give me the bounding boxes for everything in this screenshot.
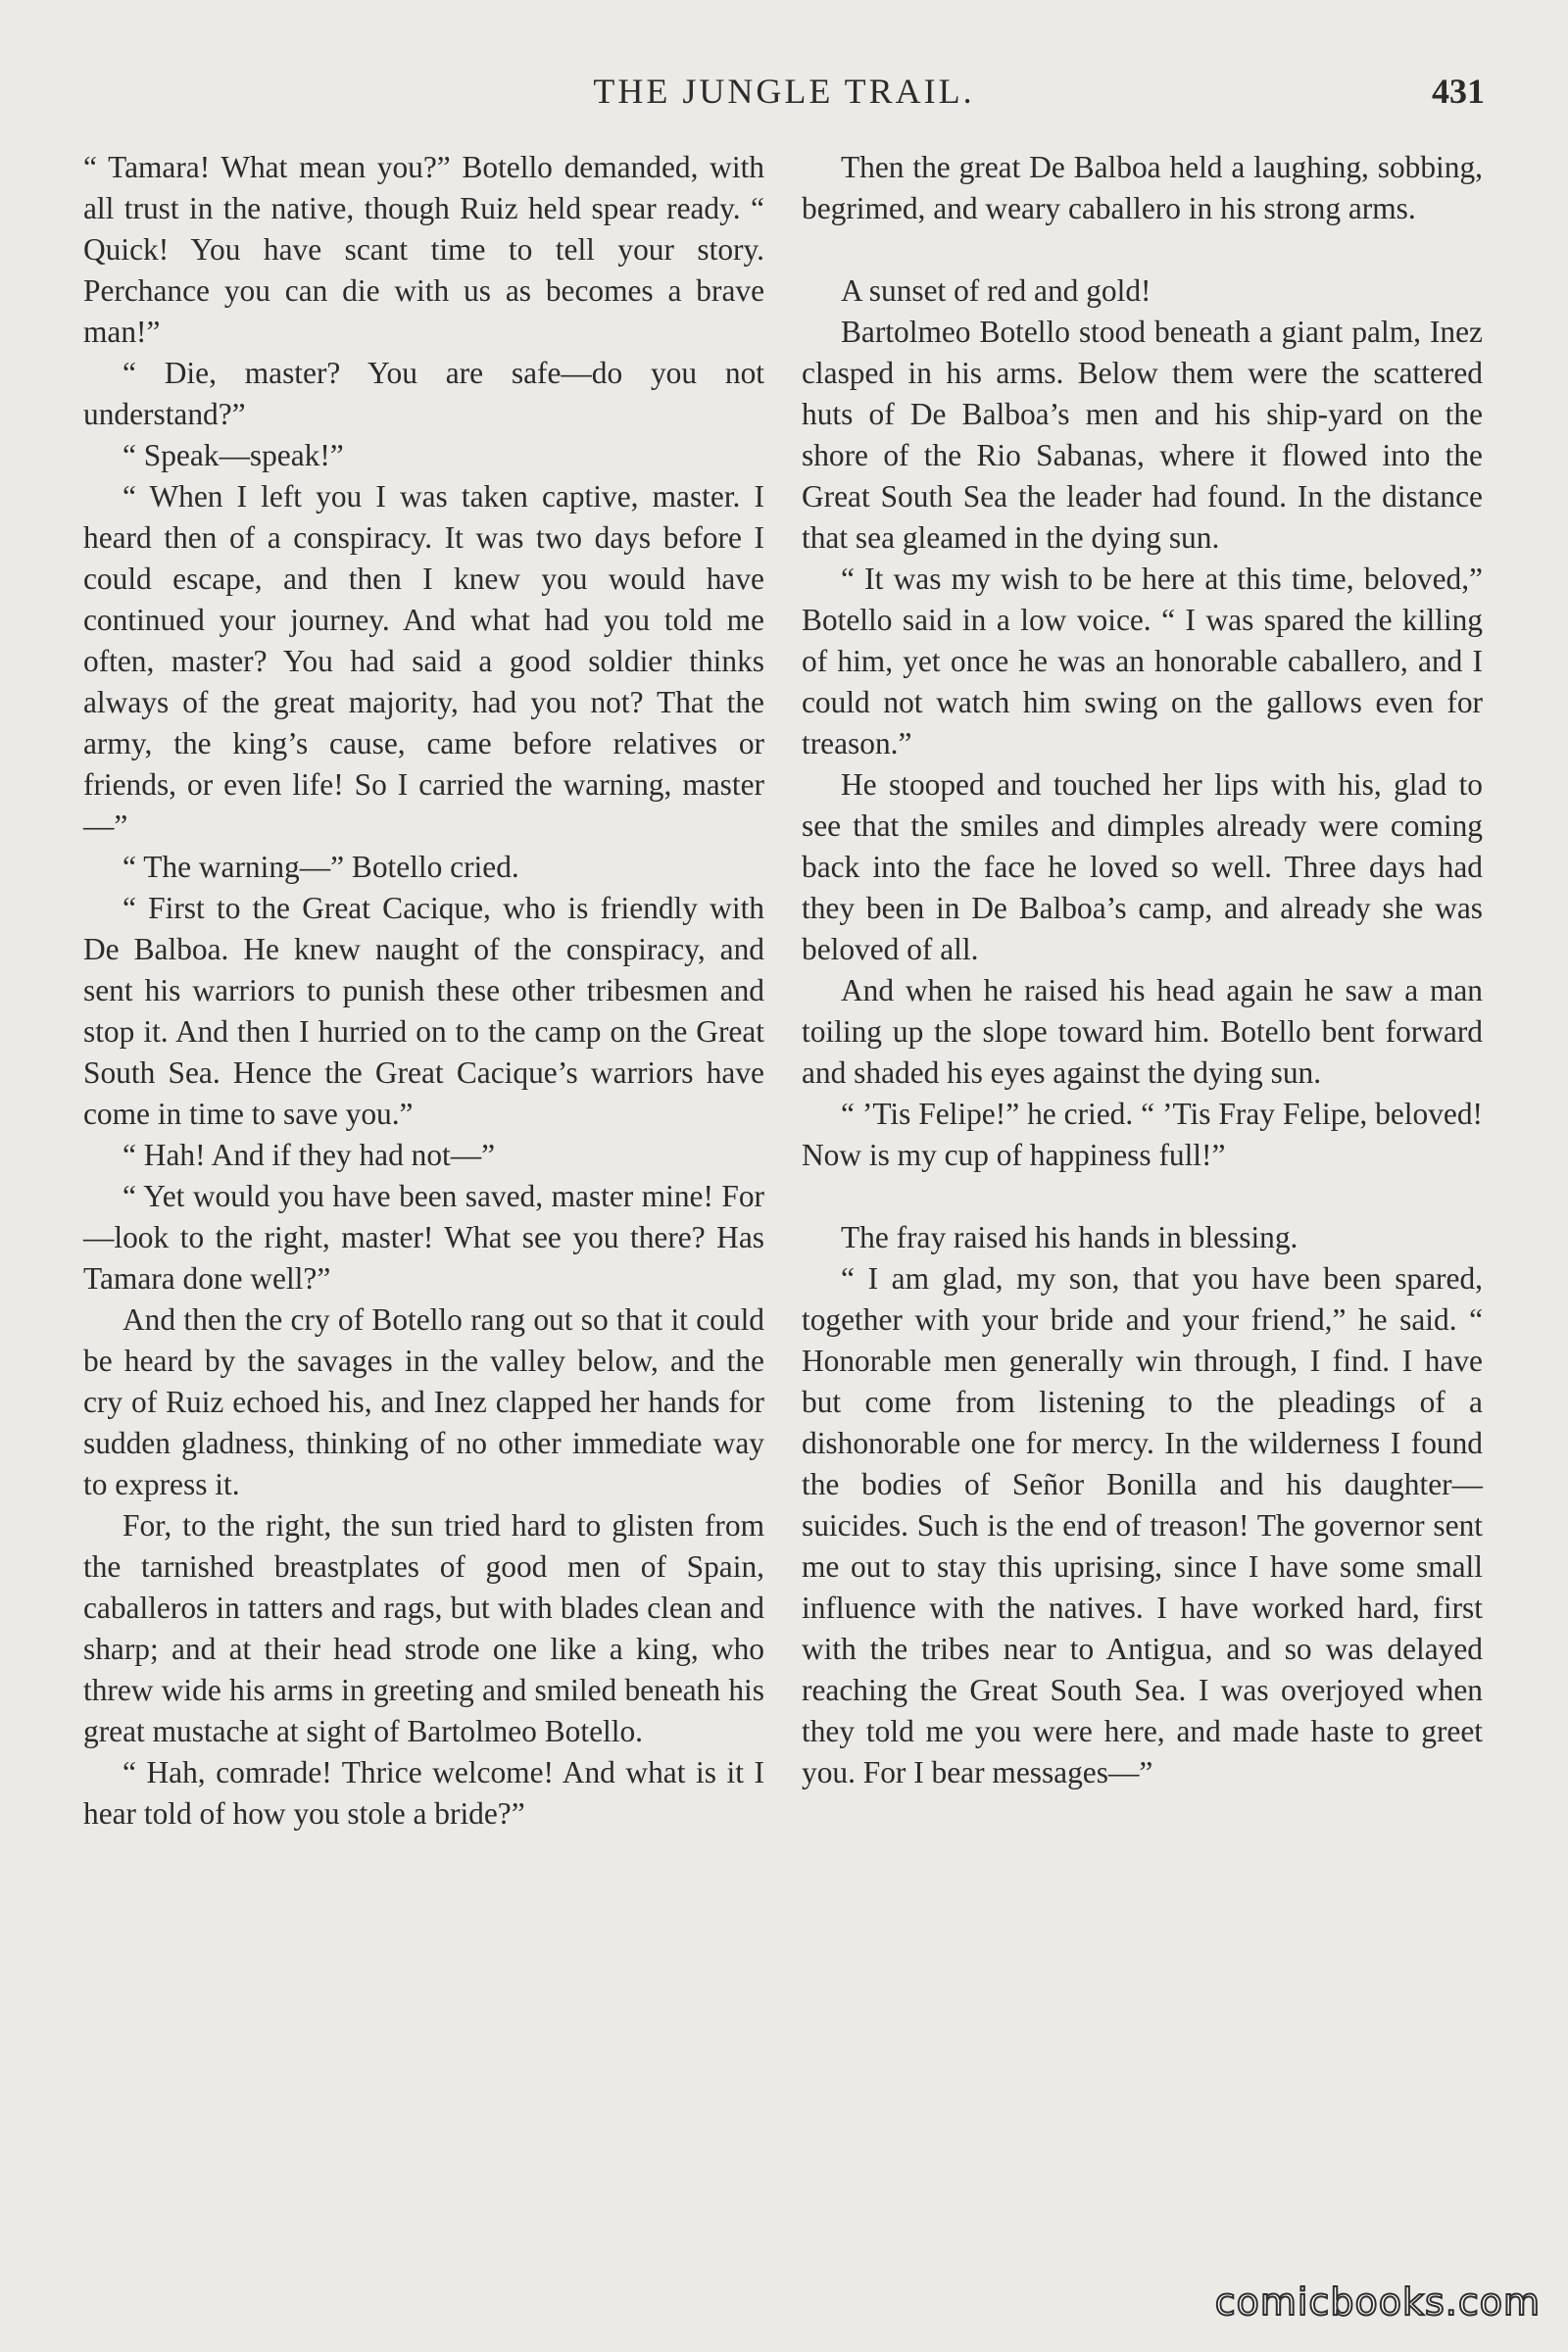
watermark-logo: comicbooks.com (1214, 2280, 1541, 2324)
running-title: THE JUNGLE TRAIL. (593, 72, 975, 111)
paragraph: The fray raised his hands in blessing. (841, 1220, 1298, 1254)
paragraph: Bartolmeo Botello stood beneath a giant palm, Inez clasped in his arms. Below them were the scattered huts of De Balboa’s men and his ship-yard on the shore of the Rio Sabanas, where it flowed into the Great South Sea the leader had found. In the distance that sea gleamed in the dying sun. (802, 315, 1483, 555)
paragraph: “ When I left you I was taken captive, master. I heard then of a conspiracy. It was two days before I could escape, and then I knew you would have continued your journey. And what had you told me often, master? You had said a good soldier thinks always of the great majority, had you not? That the army, the king’s cause, came before relatives or friends, or even life! So I carried the warning, master—” (83, 479, 764, 843)
page-header (83, 71, 1485, 120)
paragraph: “ Hah, comrade! Thrice welcome! And what is it I hear told of how you stole a bride?” (83, 1755, 764, 1831)
paragraph: He stooped and touched her lips with his, glad to see that the smiles and dimples already were coming back into the face he loved so well. Three days had they been in De Balboa’s camp, and already she was beloved of all. (802, 767, 1483, 966)
paragraph: “ Hah! And if they had not—” (122, 1138, 496, 1172)
paragraph: “ Tamara! What mean you?” Botello demanded, with all trust in the native, though Ruiz held spear ready. “ Quick! You have scant time to tell your story. Perchance you can die with us as becomes a brave man!” (83, 150, 764, 349)
paragraph: And then the cry of Botello rang out so that it could be heard by the savages in the valley below, and the cry of Ruiz echoed his, and Inez clapped her hands for sudden gladness, thinking of no other immediate way to express it. (83, 1302, 764, 1501)
paragraph: “ First to the Great Cacique, who is friendly with De Balboa. He knew naught of the conspiracy, and sent his warriors to punish these other tribesmen and stop it. And then I hurried on to the camp on the Great South Sea. Hence the Great Cacique’s warriors have come in time to save you.” (83, 891, 764, 1131)
paragraph: And when he raised his head again he saw a man toiling up the slope toward him. Botello bent forward and shaded his eyes against the dying sun. (802, 973, 1483, 1090)
paragraph: “ ’Tis Felipe!” he cried. “ ’Tis Fray Felipe, beloved! Now is my cup of happiness full!” (802, 1097, 1483, 1172)
paragraph: “ Yet would you have been saved, master mine! For—look to the right, master! What see you there? Has Tamara done well?” (83, 1179, 764, 1296)
paragraph: “ The warning—” Botello cried. (122, 850, 519, 884)
right-column (802, 147, 1483, 1793)
paragraph: “ I am glad, my son, that you have been spared, together with your bride and your friend,” he said. “ Honorable men generally win through, I find. I have but come from listening to the pleadings of a dishonorable one for mercy. In the wilderness I found the bodies of Señor Bonilla and his daughter—suicides. Such is the end of treason! The governor sent me out to stay this uprising, since I have some small influence with the natives. I have worked hard, first with the tribes near to Antigua, and so was delayed reaching the Great South Sea. I was overjoyed when they told me you were here, and made haste to greet you. For I bear messages—” (802, 1261, 1483, 1789)
left-column (83, 147, 764, 1835)
paragraph: “ It was my wish to be here at this time, beloved,” Botello said in a low voice. “ I was spared the killing of him, yet once he was an honorable caballero, and I could not watch him swing on the gallows even for treason.” (802, 562, 1483, 760)
paragraph: Then the great De Balboa held a laughing, sobbing, begrimed, and weary caballero in his strong arms. (802, 150, 1483, 225)
section-break-line: A sunset of red and gold! (841, 273, 1152, 308)
paragraph: “ Die, master? You are safe—do you not understand?” (83, 356, 764, 431)
paragraph: For, to the right, the sun tried hard to glisten from the tarnished breastplates of good men of Spain, caballeros in tatters and rags, but with blades clean and sharp; and at their head strode one like a king, who threw wide his arms in greeting and smiled beneath his great mustache at sight of Bartolmeo Botello. (83, 1508, 764, 1748)
page-number: 431 (1432, 72, 1485, 111)
paragraph: “ Speak—speak!” (122, 438, 344, 472)
